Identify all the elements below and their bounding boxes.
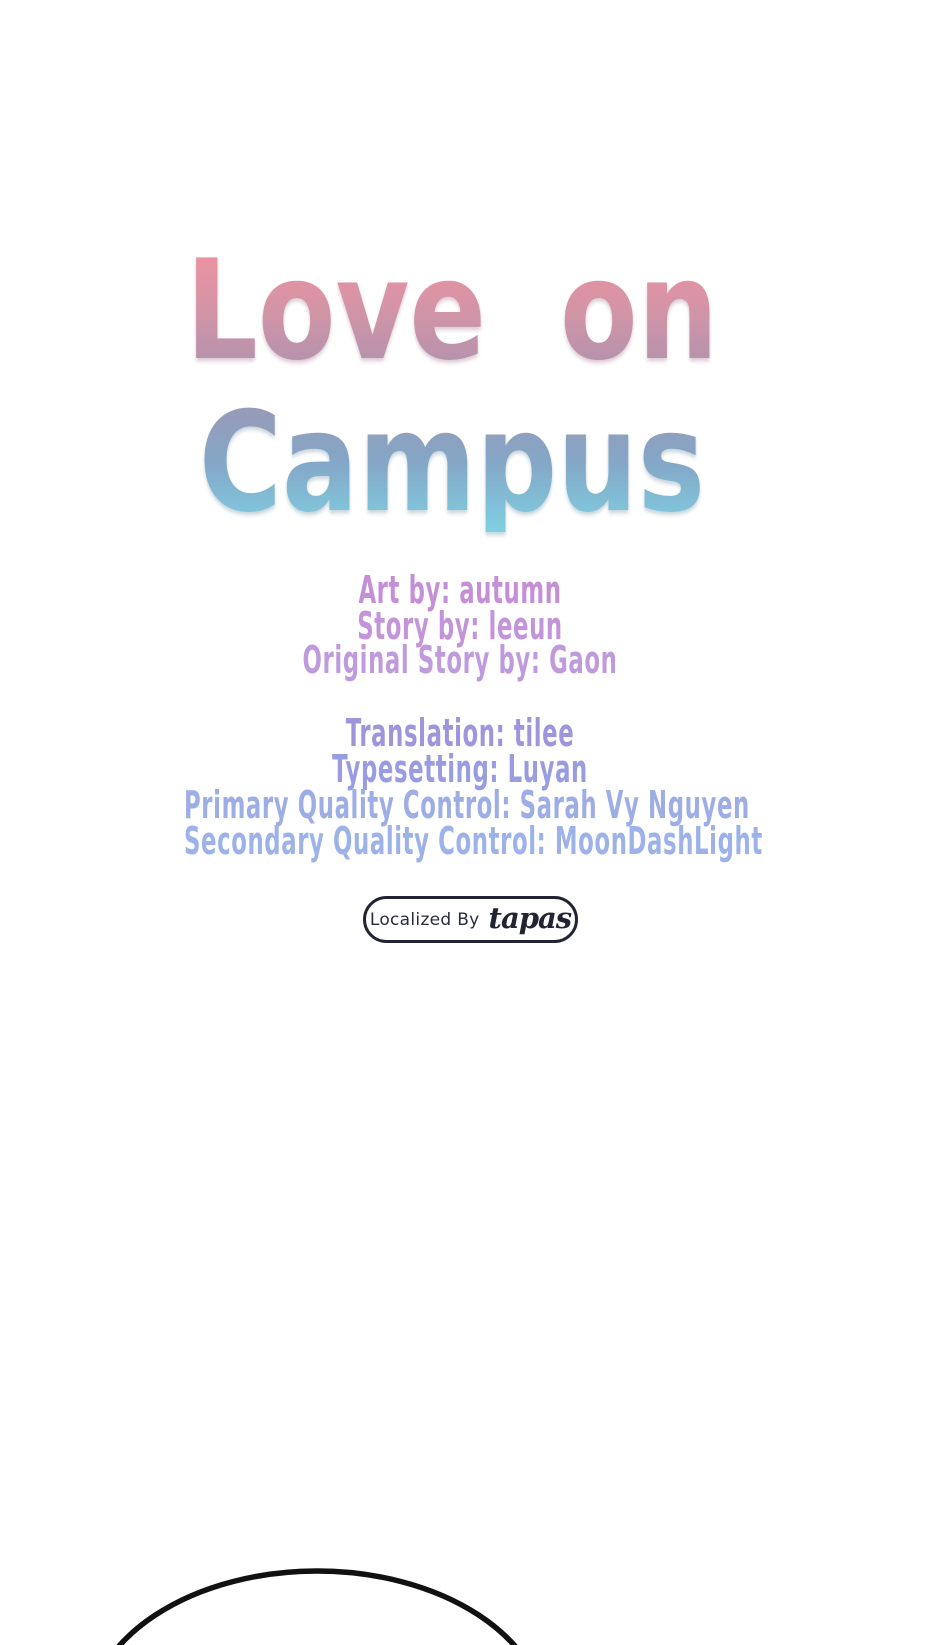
credit-original-story-by: Original Story by: Gaon (302, 638, 618, 682)
series-title-line-2: Campus (81, 394, 822, 532)
speech-bubble-outline (88, 1571, 546, 1645)
tapas-logo: tapas (488, 900, 572, 935)
localized-by-badge (363, 896, 578, 943)
credit-translation: Translation: tilee (345, 711, 575, 755)
credit-art-by: Art by: autumn (358, 568, 562, 612)
credit-secondary-quality-control: Secondary Quality Control: MoonDashLight (184, 819, 763, 863)
credit-story-by: Story by: leeun (357, 604, 563, 648)
credit-primary-quality-control: Primary Quality Control: Sarah Vy Nguyen (184, 783, 750, 827)
localized-by-label: Localized By (369, 909, 480, 930)
credit-typesetting: Typesetting: Luyan (332, 747, 588, 791)
series-title-line-1: Love on (81, 242, 822, 380)
